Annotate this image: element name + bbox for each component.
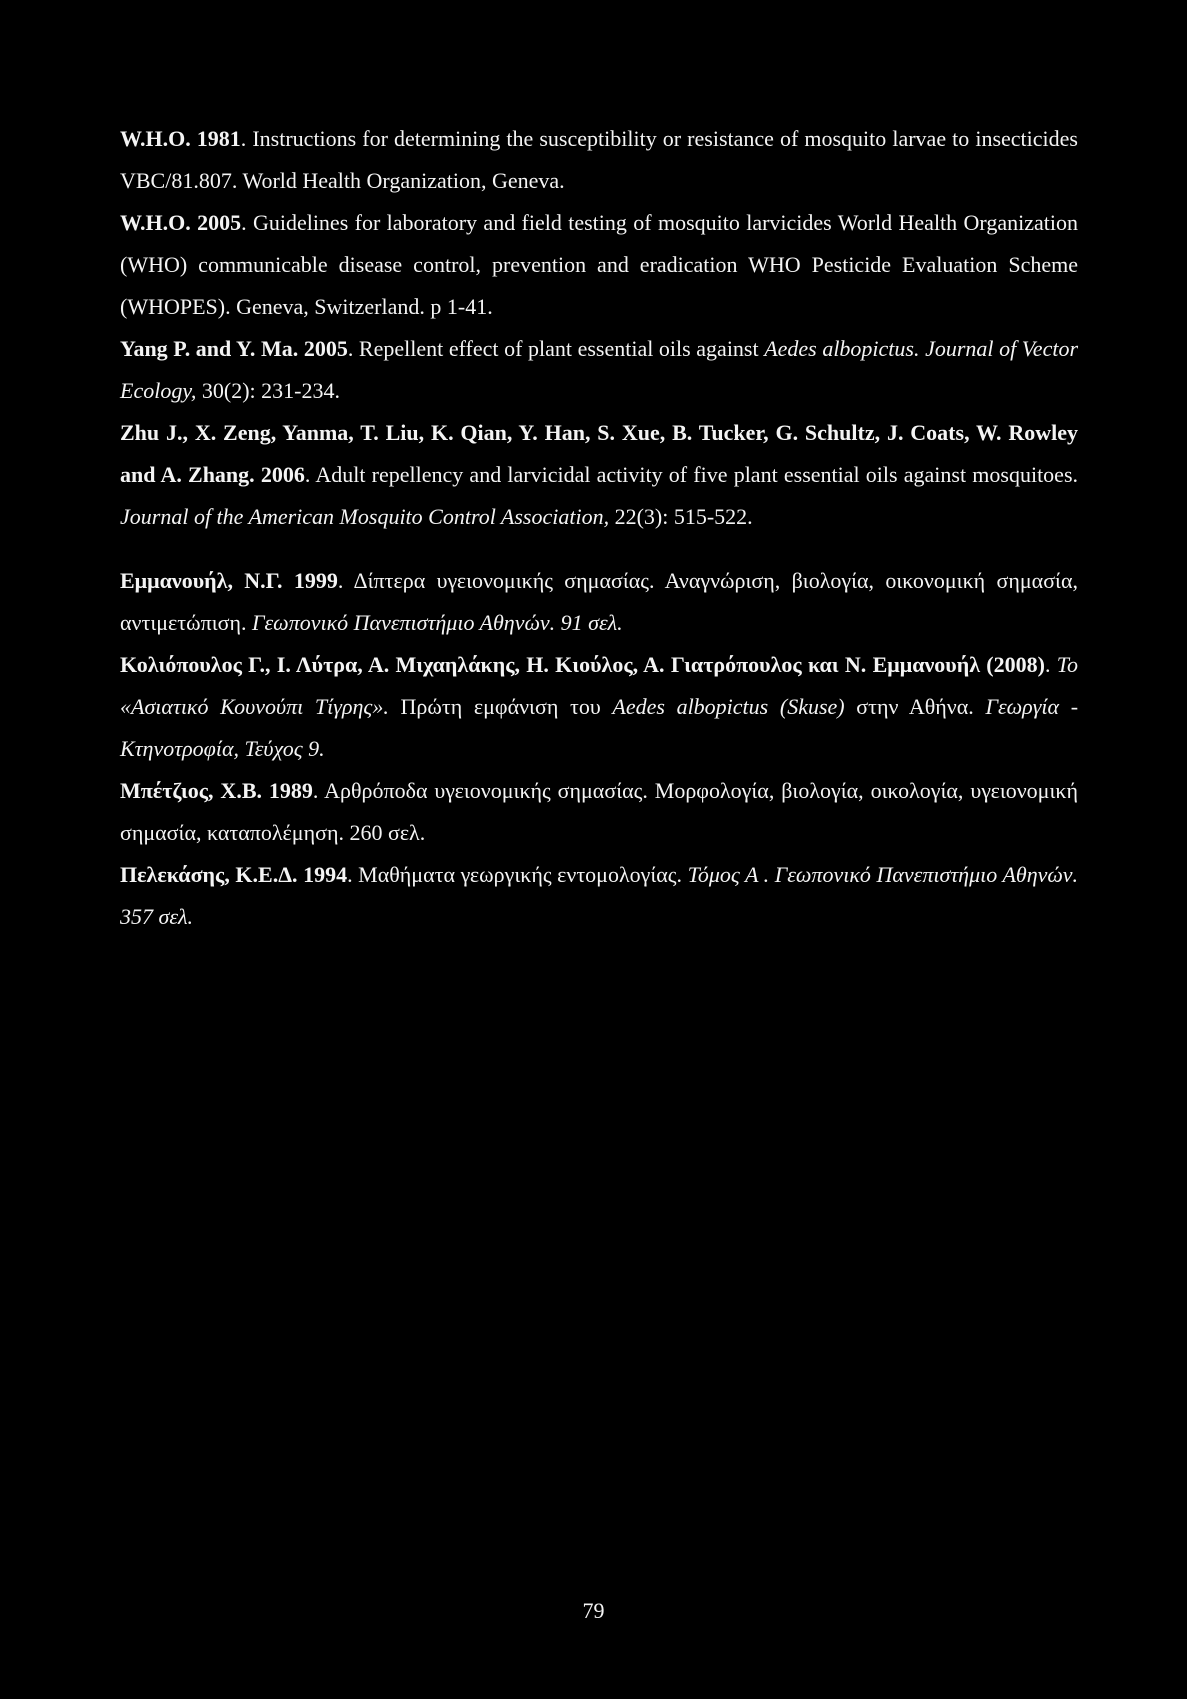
reference-zhu-2006: [120, 412, 1078, 538]
reference-authors: W.H.O. 1981: [120, 126, 241, 151]
reference-text: . Αρθρόποδα υγειονομικής σημασίας. Μορφολογία, βιολογία, οικολογία, υγειονομική σημασία, καταπολέμηση. 260 σελ.: [120, 778, 1078, 845]
reference-authors: Zhu J., X. Zeng, Yanma, T. Liu, K. Qian, Y. Han, S. Xue, B. Tucker, G. Schultz, J. Coats, W. Rowley and A. Zhang. 2006: [120, 420, 1078, 487]
reference-authors: Κολιόπουλος Γ., Ι. Λύτρα, Α. Μιχαηλάκης, Η. Κιούλος, Α. Γιατρόπουλος και Ν. Εμμανουήλ (2008): [120, 652, 1045, 677]
reference-text: 30(2): 231-234.: [196, 378, 340, 403]
reference-koliopoulos-2008: [120, 644, 1078, 770]
reference-text: . Guidelines for laboratory and field testing of mosquito larvicides World Health Organization (WHO) communicable disease control, prevention and eradication WHO Pesticide Evaluation Scheme (WHOPES). Geneva, Switzerland. p 1-41.: [120, 210, 1078, 319]
reference-text: στην Αθήνα.: [844, 694, 986, 719]
reference-journal: Τόμος Α . Γεωπονικό Πανεπιστήμιο Αθηνών. 357 σελ.: [120, 862, 1078, 929]
reference-text: . Adult repellency and larvicidal activity of five plant essential oils against mosquitoes.: [304, 462, 1079, 487]
reference-text: 22(3): 515-522.: [609, 504, 753, 529]
reference-journal: Γεωργία - Κτηνοτροφία, Τεύχος 9.: [120, 694, 1079, 761]
page-number: 79: [582, 1598, 605, 1623]
reference-journal: Γεωπονικό Πανεπιστήμιο Αθηνών. 91 σελ.: [251, 610, 623, 635]
reference-who-2005: [120, 202, 1078, 328]
reference-text: Πρώτη εμφάνιση του: [388, 694, 613, 719]
reference-pelekasis-1994: [120, 854, 1078, 938]
reference-text: . Δίπτερα υγειονομικής σημασίας. Αναγνώριση, βιολογία, οικονομική σημασία, αντιμετώπιση.: [120, 568, 1078, 635]
reference-authors: W.H.O. 2005: [120, 210, 242, 235]
reference-title: Το «Ασιατικό Κουνούπι Τίγρης».: [120, 652, 1079, 719]
reference-authors: Πελεκάσης, Κ.Ε.Δ. 1994: [120, 862, 348, 887]
reference-authors: Εμμανουήλ, Ν.Γ. 1999: [120, 568, 338, 593]
reference-authors: Yang P. and Y. Ma. 2005: [120, 336, 348, 361]
reference-text: . Μαθήματα γεωργικής εντομολογίας.: [347, 862, 688, 887]
reference-who-1981: [120, 118, 1078, 202]
reference-text: . Repellent effect of plant essential oils against: [347, 336, 765, 361]
reference-emmanouil-1999: [120, 560, 1078, 644]
reference-authors: Μπέτζιος, Χ.Β. 1989: [120, 778, 313, 803]
reference-journal: Journal of the American Mosquito Control Association,: [120, 504, 610, 529]
reference-journal: Aedes albopictus. Journal of Vector Ecology,: [120, 336, 1079, 403]
reference-yang-2005: [120, 328, 1078, 412]
reference-text: . Instructions for determining the susceptibility or resistance of mosquito larvae to insecticides VBC/81.807. World Health Organization, Geneva.: [120, 126, 1078, 193]
reference-list: [120, 118, 1078, 938]
reference-betzios-1989: [120, 770, 1078, 854]
reference-text: .: [1044, 652, 1057, 677]
reference-species: Aedes albopictus (Skuse): [612, 694, 845, 719]
